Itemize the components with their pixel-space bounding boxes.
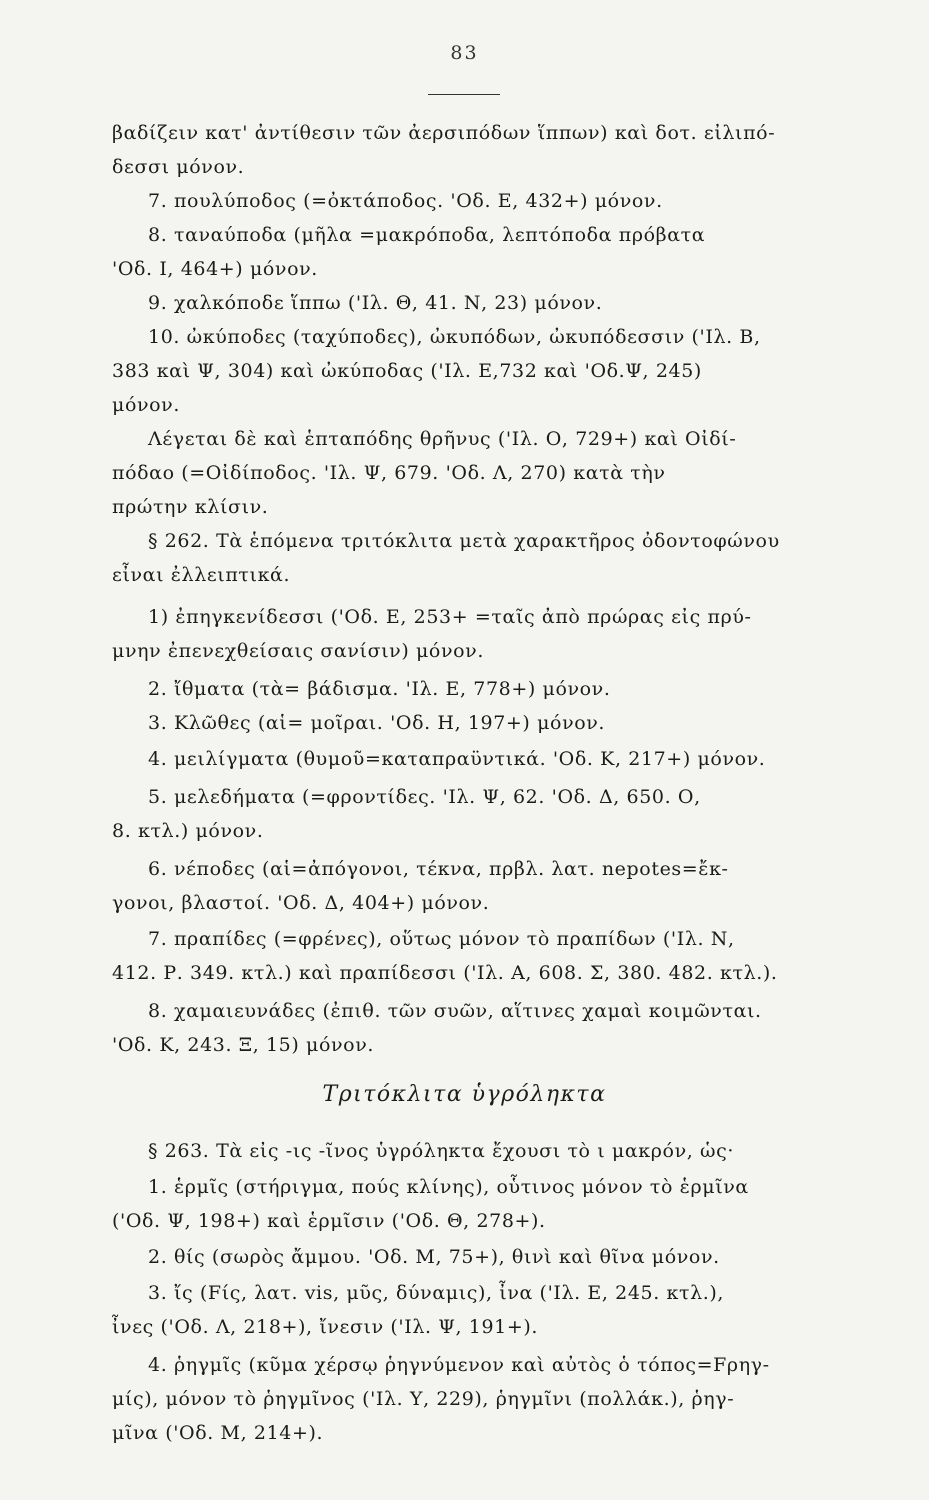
text-line: 7. πραπίδες (=φρένες), οὕτως μόνον τὸ πραπίδων ('Ιλ. Ν, bbox=[148, 928, 735, 950]
text-line: 2. θίς (σωρὸς ἄμμου. 'Οδ. Μ, 75+), θινὶ καὶ θῖνα μόνον. bbox=[148, 1246, 720, 1268]
text-line: 7. πουλύποδος (=ὀκτάποδος. 'Οδ. Ε, 432+) μόνον. bbox=[148, 190, 663, 212]
section-paragraph: § 263. Τὰ εἰς -ις -ῖνος ὑγρόληκτα ἔχουσι τὸ ι μακρόν, ὡς· bbox=[148, 1140, 734, 1162]
section-title: Τριτόκλιτα ὑγρόληκτα bbox=[322, 1082, 607, 1107]
section-paragraph: § 262. Τὰ ἑπόμενα τριτόκλιτα μετὰ χαρακτῆρος ὀδοντοφώνου bbox=[148, 530, 780, 552]
page-number: 83 bbox=[450, 42, 479, 64]
text-line: πρώτην κλίσιν. bbox=[112, 496, 269, 518]
text-line: 3. Κλῶθες (αἱ= μοῖραι. 'Οδ. Η, 197+) μόνον. bbox=[148, 712, 606, 734]
text-line: 9. χαλκόποδε ἵππω ('Ιλ. Θ, 41. Ν, 23) μόνον. bbox=[148, 292, 603, 314]
text-line: 1) ἐπηγκενίδεσσι ('Οδ. Ε, 253+ =ταῖς ἀπὸ πρώρας εἰς πρύ- bbox=[148, 606, 752, 628]
text-line: μίς), μόνον τὸ ῥηγμῖνος ('Ιλ. Υ, 229), ῥηγμῖνι (πολλάκ.), ῥηγ- bbox=[112, 1388, 735, 1410]
text-line: 'Οδ. Ι, 464+) μόνον. bbox=[112, 258, 318, 280]
text-line: πόδαο (=Οἰδίποδος. 'Ιλ. Ψ, 679. 'Οδ. Λ, 270) κατὰ τὴν bbox=[112, 462, 666, 484]
text-line: δεσσι μόνον. bbox=[112, 156, 245, 178]
text-line: 2. ἴθματα (τὰ= βάδισμα. 'Ιλ. Ε, 778+) μόνον. bbox=[148, 678, 611, 700]
text-line: 'Οδ. Κ, 243. Ξ, 15) μόνον. bbox=[112, 1034, 374, 1056]
header-rule bbox=[428, 94, 500, 95]
text-line: 5. μελεδήματα (=φροντίδες. 'Ιλ. Ψ, 62. 'Οδ. Δ, 650. Ο, bbox=[148, 786, 701, 808]
text-line: εἶναι ἐλλειπτικά. bbox=[112, 564, 291, 586]
text-line: 412. Ρ. 349. κτλ.) καὶ πραπίδεσσι ('Ιλ. Α, 608. Σ, 380. 482. κτλ.). bbox=[112, 962, 778, 984]
text-line: ἶνες ('Οδ. Λ, 218+), ἴνεσιν ('Ιλ. Ψ, 191+). bbox=[112, 1316, 539, 1338]
text-line: Λέγεται δὲ καὶ ἑπταπόδης θρῆνυς ('Ιλ. Ο, 729+) καὶ Οἰδί- bbox=[148, 428, 737, 450]
text-line: 4. μειλίγματα (θυμοῦ=καταπραϋντικά. 'Οδ. Κ, 217+) μόνον. bbox=[148, 748, 766, 770]
text-line: 8. κτλ.) μόνον. bbox=[112, 820, 264, 842]
text-line: 4. ῥηγμῖς (κῦμα χέρσῳ ῥηγνύμενον καὶ αὐτὸς ὁ τόπος=Fρηγ- bbox=[148, 1354, 770, 1376]
text-line: 6. νέποδες (αἱ=ἀπόγονοι, τέκνα, πρβλ. λατ. nepotes=ἔκ- bbox=[148, 858, 729, 880]
text-line: 383 καὶ Ψ, 304) καὶ ὠκύποδας ('Ιλ. Ε,732 καὶ 'Οδ.Ψ, 245) bbox=[112, 360, 702, 382]
text-line: μῖνα ('Οδ. Μ, 214+). bbox=[112, 1422, 324, 1444]
text-line: ('Οδ. Ψ, 198+) καὶ ἑρμῖσιν ('Οδ. Θ, 278+). bbox=[112, 1210, 546, 1232]
text-line: μόνον. bbox=[112, 394, 180, 416]
text-line: 8. χαμαιευνάδες (ἐπιθ. τῶν συῶν, αἵτινες χαμαὶ κοιμῶνται. bbox=[148, 1000, 762, 1022]
text-line: γονοι, βλαστοί. 'Οδ. Δ, 404+) μόνον. bbox=[112, 892, 490, 914]
text-line: 3. ἴς (Fίς, λατ. vis, μῦς, δύναμις), ἶνα ('Ιλ. Ε, 245. κτλ.), bbox=[148, 1282, 725, 1304]
text-line: βαδίζειν κατ' ἀντίθεσιν τῶν ἀερσιπόδων ἵππων) καὶ δοτ. εἰλιπό- bbox=[112, 122, 776, 144]
text-line: 1. ἑρμῖς (στήριγμα, πούς κλίνης), οὗτινος μόνον τὸ ἑρμῖνα bbox=[148, 1176, 749, 1198]
text-line: 10. ὠκύποδες (ταχύποδες), ὠκυπόδων, ὠκυπόδεσσιν ('Ιλ. Β, bbox=[148, 326, 761, 348]
text-line: μνην ἐπενεχθείσαις σανίσιν) μόνον. bbox=[112, 640, 484, 662]
text-line: 8. ταναύποδα (μῆλα =μακρόποδα, λεπτόποδα πρόβατα bbox=[148, 224, 706, 246]
